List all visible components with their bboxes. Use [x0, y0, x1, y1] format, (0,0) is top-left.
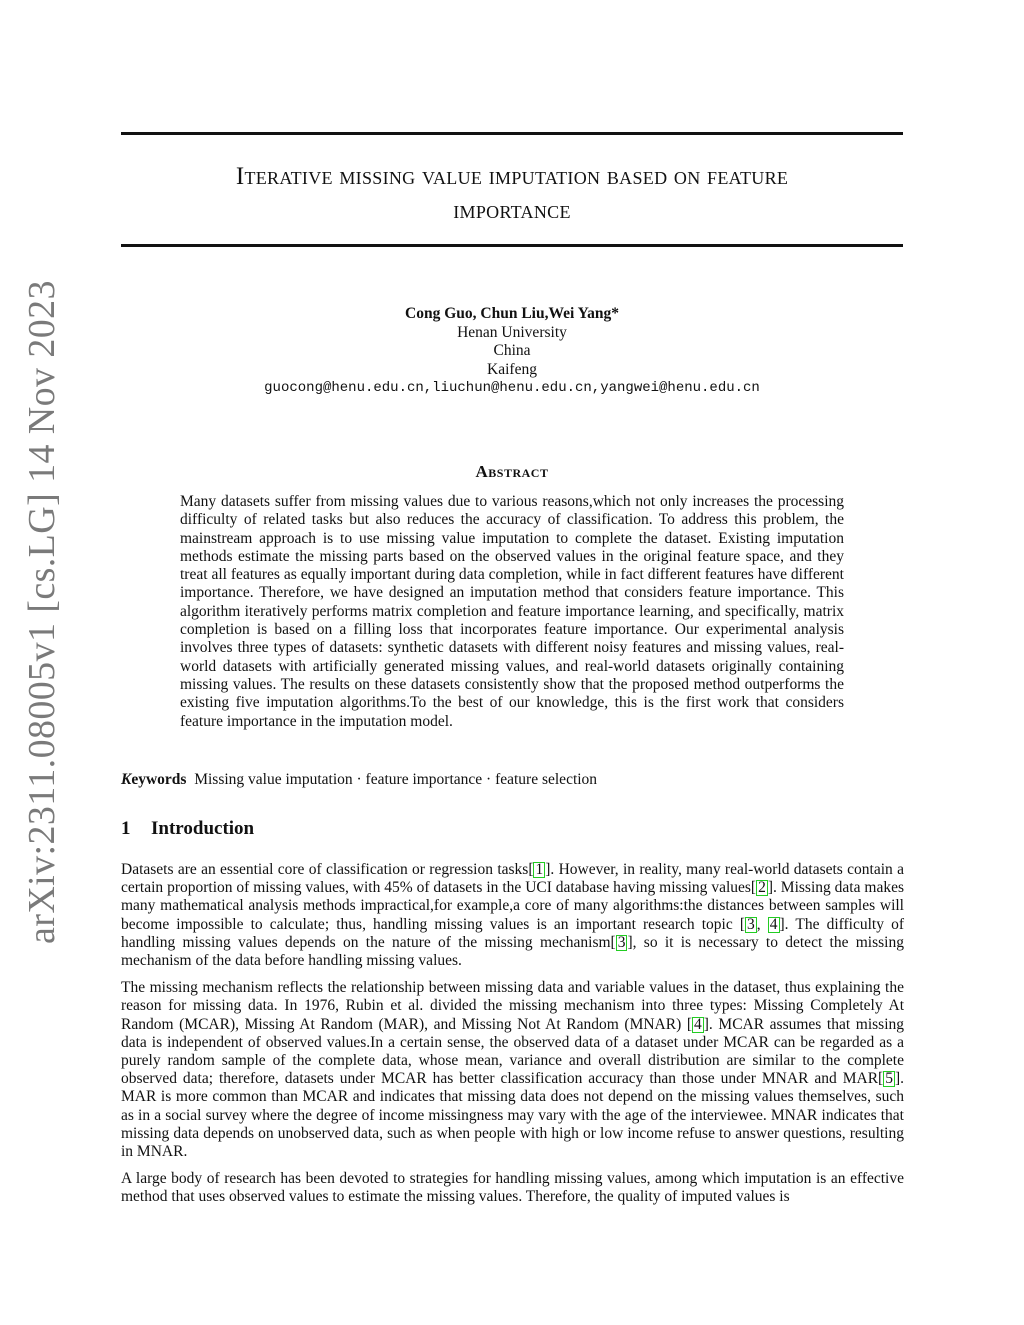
citation-link[interactable]: 2: [758, 879, 766, 897]
paragraph-3: A large body of research has been devoted to strategies for handling missing values, among which imputation is an effective method that uses observed values to estimate the missing values. Therefore, the quality of imputed values is: [121, 1170, 904, 1206]
p2-text-b: ]. MCAR assumes that missing data is independent of observed values.In a certain sense, the observed data of a dataset under MCAR can be regarded as a purely random sample of the complete data, whose mean, variance and overall distribution are similar to the complete observed data; therefore, datasets under MCAR has better classification accuracy than those under MNAR and MAR[: [121, 1015, 905, 1088]
abstract-body: Many datasets suffer from missing values due to various reasons,which not only increases the processing difficulty of related tasks but also reduces the accuracy of classification. To address this problem, the mainstream approach is to use missing value imputation to complete the dataset. Existing imputation methods estimate the missing parts based on the observed values in the original feature space, and they treat all features as equally important during data completion, while in fact different features have different importance. Therefore, we have designed an imputation method that considers feature importance. This algorithm iteratively performs matrix completion and feature importance learning, and specifically, matrix completion is based on a filling loss that incorporates feature importance. Our experimental analysis involves three types of datasets: synthetic datasets with different noisy features and missing values, real-world datasets with artificially generated missing values, and real-world datasets originally containing missing values. The results on these datasets consistently show that the proposed method outperforms the existing five imputation algorithms.To the best of our knowledge, this is the first work that considers feature importance in the imputation model.: [180, 493, 844, 730]
title-bottom-rule: [121, 244, 903, 247]
p1-text-c: ]. Missing data makes many mathematical analysis methods impractical,for example,a core of many algorithms:the distances between samples will become impossible to calculate; thus, handling missing values is an important research topic [: [121, 879, 904, 933]
section-number: 1: [121, 818, 131, 839]
citation-link[interactable]: 4: [769, 915, 778, 933]
keywords-label: [121, 771, 186, 788]
author-emails: guocong@henu.edu.cn,liuchun@henu.edu.cn,yangwei@henu.edu.cn: [264, 380, 760, 396]
title-top-rule: [121, 132, 903, 135]
p1-text-a: Datasets are an essential core of classification or regression tasks[: [121, 861, 534, 878]
keywords-text: Missing value imputation · feature importance · feature selection: [194, 771, 598, 788]
keywords-label-rest: eywords: [131, 771, 187, 788]
citation-link[interactable]: 5: [885, 1070, 893, 1088]
arxiv-side-stamp: arXiv:2311.08005v1 [cs.LG] 14 Nov 2023: [21, 280, 63, 944]
title-line-2: importance: [453, 197, 571, 224]
p2-text-c: ]. MAR is more common than MCAR and indicates that missing data does not depend on the missing values themselves, such as in a social survey where the degree of income missingness may vary with the age of the interviewee. MNAR indicates that missing data depends on unobserved data, such as when people with high or low income refuse to answer questions, resulting in MNAR.: [121, 1070, 904, 1161]
citation-link[interactable]: 3: [747, 915, 755, 933]
p1-text-e: ]. The difficulty of handling missing values depends on the nature of the missing mechanism[: [121, 915, 904, 951]
author-country: China: [493, 342, 531, 359]
paragraph-2: [121, 979, 904, 1161]
p1-text-d: ,: [756, 915, 768, 933]
paragraph-1: [121, 861, 904, 970]
author-names: Cong Guo, Chun Liu,Wei Yang*: [405, 305, 619, 322]
keywords-line: [121, 771, 903, 789]
title-line-1: Iterative missing value imputation based on feature: [235, 163, 789, 190]
citation-link[interactable]: 4: [694, 1015, 702, 1033]
section-title: Introduction: [151, 818, 255, 839]
author-city: Kaifeng: [487, 360, 537, 378]
citation-link[interactable]: 1: [535, 861, 544, 878]
author-affiliation: Henan University: [457, 323, 567, 341]
introduction-body: [121, 861, 904, 1216]
citation-link[interactable]: 3: [617, 933, 626, 951]
paper-title: [121, 160, 903, 228]
section-heading-introduction: [121, 818, 254, 840]
p1-text-b: ]. However, in reality, many real-world datasets contain a certain proportion of missing values, with 45% of datasets in the UCI database having missing values[: [121, 861, 904, 897]
author-block: [121, 305, 903, 398]
keywords-label-k: K: [121, 771, 132, 788]
p1-text-f: ], so it is necessary to detect the missing mechanism of the data before handling missing values.: [121, 933, 904, 970]
abstract-heading: Abstract: [475, 462, 549, 481]
p2-text-a: The missing mechanism reflects the relationship between missing data and variable values in the dataset, thus explaining the reason for missing data. In 1976, Rubin et al. divided the missing mechanism into three types: Missing Completely At Random (MCAR), Missing At Random (MAR), and Missing Not At Random (MNAR) [: [121, 979, 904, 1033]
